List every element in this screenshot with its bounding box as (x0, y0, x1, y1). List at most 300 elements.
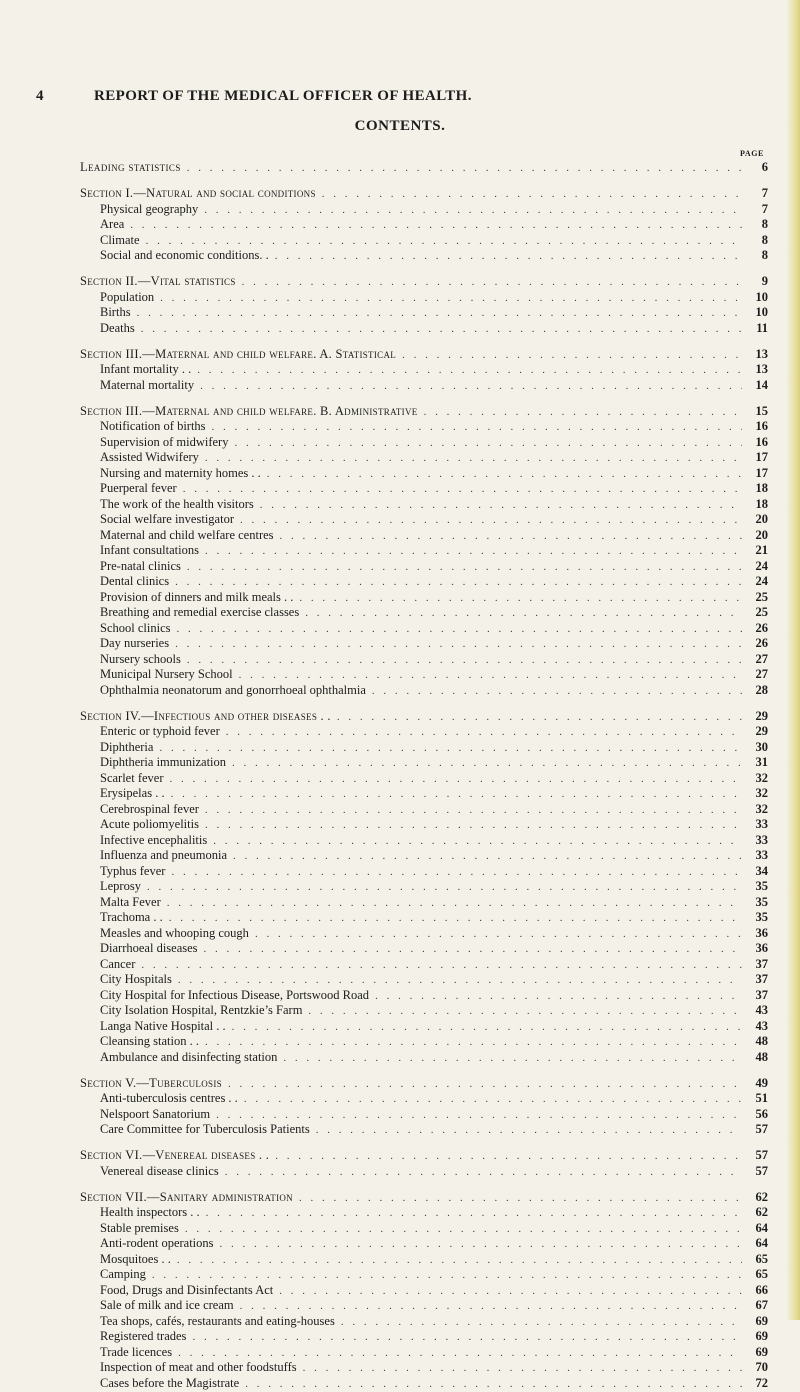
leader-dots (234, 513, 742, 529)
toc-label: Langa Native Hospital . . (100, 1019, 226, 1035)
toc-label: Section VII.—Sanitary administration (80, 1190, 293, 1206)
toc-label: Trachoma . . (100, 910, 163, 926)
leader-dots (135, 958, 742, 974)
toc-page-number: 18 (742, 497, 768, 513)
leader-dots (140, 234, 742, 250)
toc-section-heading (80, 404, 768, 420)
toc-entry (80, 802, 768, 818)
leader-dots (163, 911, 742, 927)
toc-page-number: 70 (742, 1360, 768, 1376)
toc-entry (80, 667, 768, 683)
toc-entry (80, 305, 768, 321)
toc-entry (80, 1345, 768, 1361)
leader-dots (228, 436, 742, 452)
toc-page-number: 16 (742, 435, 768, 451)
toc-label: Nursing and maternity homes . . (100, 466, 261, 482)
toc-page-number: 67 (742, 1298, 768, 1314)
toc-section-heading (80, 1076, 768, 1092)
leader-dots (273, 1284, 742, 1300)
toc-entry (80, 1107, 768, 1123)
toc-section-heading (80, 347, 768, 363)
toc-label: Camping (100, 1267, 146, 1283)
toc-page-number: 17 (742, 466, 768, 482)
leader-dots (200, 1206, 742, 1222)
toc-label: Nursery schools (100, 652, 181, 668)
toc-page-number: 7 (742, 186, 768, 202)
leader-dots (124, 218, 742, 234)
toc-entry (80, 1298, 768, 1314)
toc-page-number: 57 (742, 1122, 768, 1138)
toc-entry (80, 543, 768, 559)
toc-page-number: 37 (742, 988, 768, 1004)
toc-page-number: 30 (742, 740, 768, 756)
toc-page-number: 13 (742, 347, 768, 363)
toc-label: Anti-tuberculosis centres . . (100, 1091, 238, 1107)
toc-label: Registered trades (100, 1329, 186, 1345)
leader-dots (199, 818, 742, 834)
toc-page-number: 18 (742, 481, 768, 497)
toc-label: City Isolation Hospital, Rentzkie’s Farm (100, 1003, 302, 1019)
leader-dots (154, 291, 742, 307)
leader-dots (269, 249, 742, 265)
leader-dots (297, 1361, 742, 1377)
leader-dots (293, 591, 742, 607)
leader-dots (220, 725, 742, 741)
toc-label: Section II.—Vital statistics (80, 274, 236, 290)
toc-entry (80, 957, 768, 973)
leader-dots (206, 420, 742, 436)
toc-page-number: 43 (742, 1019, 768, 1035)
leader-dots (194, 379, 742, 395)
leader-dots (274, 529, 742, 545)
toc-label: Deaths (100, 321, 135, 337)
leader-dots (199, 803, 742, 819)
toc-entry (80, 233, 768, 249)
toc-page-number: 31 (742, 755, 768, 771)
toc-entry (80, 755, 768, 771)
leader-dots (199, 544, 742, 560)
toc-page-number: 6 (742, 160, 768, 176)
leader-dots (170, 622, 742, 638)
leader-dots (396, 348, 742, 364)
toc-label: Diphtheria immunization (100, 755, 226, 771)
toc-entry (80, 1019, 768, 1035)
toc-label: Leprosy (100, 879, 141, 895)
toc-entry (80, 848, 768, 864)
toc-page-number: 65 (742, 1267, 768, 1283)
toc-label: Assisted Widwifery (100, 450, 199, 466)
leader-dots (219, 1165, 742, 1181)
toc-entry (80, 481, 768, 497)
toc-entry (80, 248, 768, 264)
toc-page-number: 13 (742, 362, 768, 378)
toc-entry (80, 740, 768, 756)
toc-page-number: 64 (742, 1236, 768, 1252)
toc-entry (80, 378, 768, 394)
leader-dots (181, 560, 742, 576)
toc-page-number: 62 (742, 1205, 768, 1221)
toc-page-number: 48 (742, 1050, 768, 1066)
toc-entry (80, 1221, 768, 1237)
leader-dots (269, 1149, 742, 1165)
leader-dots (299, 606, 742, 622)
toc-label: Maternal and child welfare centres (100, 528, 274, 544)
leader-dots (222, 1077, 742, 1093)
toc-label: Physical geography (100, 202, 198, 218)
toc-label: Inspection of meat and other foodstuffs (100, 1360, 297, 1376)
leader-dots (186, 1330, 742, 1346)
toc-entry (80, 833, 768, 849)
toc-entry (80, 466, 768, 482)
toc-page-number: 33 (742, 833, 768, 849)
toc-section-heading (80, 709, 768, 725)
toc-page-number: 21 (742, 543, 768, 559)
toc-label: Notification of births (100, 419, 206, 435)
toc-label: Ophthalmia neonatorum and gonorrhoeal ophthalmia (100, 683, 366, 699)
leader-dots (169, 637, 742, 653)
toc-page-number: 24 (742, 574, 768, 590)
toc-label: Health inspectors . . (100, 1205, 200, 1221)
toc-entry (80, 1252, 768, 1268)
toc-page-number: 32 (742, 771, 768, 787)
toc-entry (80, 1003, 768, 1019)
toc-entry (80, 941, 768, 957)
toc-entry (80, 1329, 768, 1345)
toc-label: Cleansing station . . (100, 1034, 199, 1050)
toc-entry (80, 512, 768, 528)
toc-label: Provision of dinners and milk meals . . (100, 590, 293, 606)
leader-dots (227, 849, 742, 865)
toc-label: Mosquitoes . . (100, 1252, 171, 1268)
table-of-contents (80, 160, 768, 1391)
leader-dots (181, 653, 742, 669)
toc-label: Enteric or typhoid fever (100, 724, 220, 740)
toc-lead (80, 160, 768, 176)
leader-dots (226, 1020, 742, 1036)
toc-label: Births (100, 305, 131, 321)
toc-page-number: 35 (742, 910, 768, 926)
toc-label: Influenza and pneumonia (100, 848, 227, 864)
toc-page-number: 29 (742, 709, 768, 725)
toc-entry (80, 895, 768, 911)
leader-dots (239, 1377, 742, 1392)
toc-label: Trade licences (100, 1345, 172, 1361)
toc-label: Ambulance and disinfecting station (100, 1050, 277, 1066)
toc-label: Section IV.—Infectious and other diseases . . (80, 709, 331, 725)
toc-label: Section V.—Tuberculosis (80, 1076, 222, 1092)
toc-page-number: 35 (742, 895, 768, 911)
toc-entry (80, 1122, 768, 1138)
leader-dots (172, 1346, 742, 1362)
toc-label: Nelspoort Sanatorium (100, 1107, 210, 1123)
toc-entry (80, 910, 768, 926)
leader-dots (366, 684, 742, 700)
toc-label: Cancer (100, 957, 135, 973)
toc-label: Section VI.—Venereal diseases . . (80, 1148, 269, 1164)
toc-page-number: 49 (742, 1076, 768, 1092)
leader-dots (310, 1123, 742, 1139)
leader-dots (226, 756, 742, 772)
toc-label: City Hospitals (100, 972, 172, 988)
leader-dots (214, 1237, 742, 1253)
toc-label: Acute poliomyelitis (100, 817, 199, 833)
running-head: REPORT OF THE MEDICAL OFFICER OF HEALTH. (94, 88, 472, 105)
toc-entry (80, 817, 768, 833)
toc-page-number: 14 (742, 378, 768, 394)
toc-page-number: 64 (742, 1221, 768, 1237)
toc-entry (80, 559, 768, 575)
toc-page-number: 56 (742, 1107, 768, 1123)
page-number: 4 (36, 88, 44, 105)
toc-section-heading (80, 274, 768, 290)
toc-label: Care Committee for Tuberculosis Patients (100, 1122, 310, 1138)
toc-page-number: 35 (742, 879, 768, 895)
toc-page-number: 20 (742, 512, 768, 528)
toc-label: Sale of milk and ice cream (100, 1298, 234, 1314)
leader-dots (161, 896, 742, 912)
toc-page-number: 20 (742, 528, 768, 544)
toc-page-number: 25 (742, 590, 768, 606)
toc-label: Municipal Nursery School (100, 667, 233, 683)
toc-label: Venereal disease clinics (100, 1164, 219, 1180)
toc-label: School clinics (100, 621, 170, 637)
toc-entry (80, 636, 768, 652)
toc-entry (80, 1314, 768, 1330)
toc-entry (80, 435, 768, 451)
toc-entry (80, 290, 768, 306)
toc-label: Measles and whooping cough (100, 926, 249, 942)
toc-page-number: 16 (742, 419, 768, 435)
toc-page-number: 65 (742, 1252, 768, 1268)
toc-entry (80, 724, 768, 740)
leader-dots (261, 467, 742, 483)
leader-dots (164, 772, 742, 788)
leader-dots (316, 187, 742, 203)
toc-page-number: 37 (742, 957, 768, 973)
leader-dots (165, 865, 742, 881)
toc-page-number: 25 (742, 605, 768, 621)
toc-label: Erysipelas . . (100, 786, 165, 802)
toc-entry (80, 1376, 768, 1392)
toc-label: Pre-natal clinics (100, 559, 181, 575)
leader-dots (249, 927, 742, 943)
leader-dots (181, 161, 742, 177)
leader-dots (293, 1191, 742, 1207)
toc-label: Tea shops, cafés, restaurants and eating-houses (100, 1314, 335, 1330)
toc-label: Maternal mortality (100, 378, 194, 394)
leader-dots (369, 989, 742, 1005)
leader-dots (254, 498, 742, 514)
toc-entry (80, 590, 768, 606)
toc-page-number: 32 (742, 802, 768, 818)
leader-dots (198, 942, 742, 958)
toc-entry (80, 1283, 768, 1299)
toc-page-number: 9 (742, 274, 768, 290)
toc-page-number: 51 (742, 1091, 768, 1107)
leader-dots (335, 1315, 742, 1331)
leader-dots (302, 1004, 742, 1020)
page-title: CONTENTS. (0, 118, 800, 135)
toc-entry (80, 362, 768, 378)
toc-label: Diphtheria (100, 740, 153, 756)
toc-entry (80, 217, 768, 233)
toc-page-number: 33 (742, 848, 768, 864)
page-column-label: PAGE (718, 149, 764, 158)
leader-dots (238, 1092, 742, 1108)
toc-label: Climate (100, 233, 140, 249)
toc-page-number: 24 (742, 559, 768, 575)
toc-page-number: 66 (742, 1283, 768, 1299)
toc-label: The work of the health visitors (100, 497, 254, 513)
leader-dots (331, 710, 742, 726)
leader-dots (233, 668, 742, 684)
toc-label: Day nurseries (100, 636, 169, 652)
leader-dots (234, 1299, 742, 1315)
toc-page-number: 69 (742, 1314, 768, 1330)
leader-dots (177, 482, 742, 498)
toc-page-number: 62 (742, 1190, 768, 1206)
toc-page-number: 29 (742, 724, 768, 740)
toc-page-number: 26 (742, 636, 768, 652)
toc-entry (80, 1091, 768, 1107)
toc-label: Stable premises (100, 1221, 179, 1237)
toc-label: Social welfare investigator (100, 512, 234, 528)
leader-dots (198, 203, 742, 219)
toc-page-number: 27 (742, 652, 768, 668)
toc-page-number: 28 (742, 683, 768, 699)
toc-entry (80, 988, 768, 1004)
leader-dots (135, 322, 742, 338)
toc-page-number: 15 (742, 404, 768, 420)
page-header (36, 88, 636, 110)
toc-entry (80, 879, 768, 895)
toc-page-number: 48 (742, 1034, 768, 1050)
toc-label: Breathing and remedial exercise classes (100, 605, 299, 621)
toc-entry (80, 528, 768, 544)
toc-entry (80, 1034, 768, 1050)
toc-label: Section III.—Maternal and child welfare. A. Statistical (80, 347, 396, 363)
leader-dots (191, 363, 742, 379)
toc-label: Section I.—Natural and social conditions (80, 186, 316, 202)
leader-dots (199, 1035, 742, 1051)
toc-label: Food, Drugs and Disinfectants Act (100, 1283, 273, 1299)
toc-entry (80, 771, 768, 787)
leader-dots (179, 1222, 742, 1238)
toc-section-heading (80, 186, 768, 202)
toc-entry (80, 321, 768, 337)
toc-page-number: 72 (742, 1376, 768, 1392)
leader-dots (171, 1253, 742, 1269)
toc-page-number: 57 (742, 1164, 768, 1180)
toc-label: Diarrhoeal diseases (100, 941, 198, 957)
toc-label: Leading statistics (80, 160, 181, 176)
toc-entry (80, 683, 768, 699)
toc-entry (80, 972, 768, 988)
toc-entry (80, 786, 768, 802)
toc-page-number: 8 (742, 248, 768, 264)
toc-label: Dental clinics (100, 574, 169, 590)
page-edge-stain (786, 0, 800, 1320)
toc-entry (80, 497, 768, 513)
toc-page-number: 17 (742, 450, 768, 466)
toc-label: Anti-rodent operations (100, 1236, 214, 1252)
toc-entry (80, 605, 768, 621)
toc-entry (80, 574, 768, 590)
toc-label: Cerebrospinal fever (100, 802, 199, 818)
toc-label: Section III.—Maternal and child welfare. B. Administrative (80, 404, 418, 420)
leader-dots (169, 575, 742, 591)
toc-entry (80, 202, 768, 218)
toc-page-number: 26 (742, 621, 768, 637)
toc-entry (80, 1205, 768, 1221)
toc-label: Puerperal fever (100, 481, 177, 497)
leader-dots (172, 973, 742, 989)
toc-entry (80, 864, 768, 880)
toc-label: Cases before the Magistrate (100, 1376, 239, 1392)
toc-label: Malta Fever (100, 895, 161, 911)
toc-page-number: 69 (742, 1329, 768, 1345)
leader-dots (199, 451, 742, 467)
toc-page-number: 69 (742, 1345, 768, 1361)
leader-dots (153, 741, 742, 757)
toc-entry (80, 1267, 768, 1283)
toc-label: Infant consultations (100, 543, 199, 559)
toc-label: Infective encephalitis (100, 833, 207, 849)
toc-page-number: 43 (742, 1003, 768, 1019)
toc-label: Area (100, 217, 124, 233)
toc-label: Social and economic conditions. . (100, 248, 269, 264)
toc-page-number: 37 (742, 972, 768, 988)
toc-page-number: 36 (742, 941, 768, 957)
toc-entry (80, 1360, 768, 1376)
toc-section-heading (80, 1190, 768, 1206)
toc-page-number: 7 (742, 202, 768, 218)
toc-page-number: 10 (742, 290, 768, 306)
toc-page-number: 57 (742, 1148, 768, 1164)
leader-dots (141, 880, 742, 896)
toc-entry (80, 1236, 768, 1252)
leader-dots (165, 787, 742, 803)
toc-label: City Hospital for Infectious Disease, Portswood Road (100, 988, 369, 1004)
toc-page-number: 10 (742, 305, 768, 321)
toc-entry (80, 1164, 768, 1180)
leader-dots (131, 306, 742, 322)
leader-dots (207, 834, 742, 850)
toc-page-number: 33 (742, 817, 768, 833)
toc-page-number: 11 (742, 321, 768, 337)
toc-section-heading (80, 1148, 768, 1164)
toc-entry (80, 652, 768, 668)
leader-dots (236, 275, 742, 291)
leader-dots (277, 1051, 742, 1067)
toc-entry (80, 450, 768, 466)
toc-page-number: 27 (742, 667, 768, 683)
toc-entry (80, 926, 768, 942)
leader-dots (210, 1108, 742, 1124)
toc-page-number: 8 (742, 233, 768, 249)
leader-dots (146, 1268, 742, 1284)
toc-label: Infant mortality . . (100, 362, 191, 378)
toc-entry (80, 621, 768, 637)
toc-label: Typhus fever (100, 864, 165, 880)
toc-label: Population (100, 290, 154, 306)
toc-page-number: 34 (742, 864, 768, 880)
leader-dots (418, 405, 742, 421)
toc-page-number: 32 (742, 786, 768, 802)
toc-page-number: 36 (742, 926, 768, 942)
toc-page-number: 8 (742, 217, 768, 233)
toc-entry (80, 419, 768, 435)
